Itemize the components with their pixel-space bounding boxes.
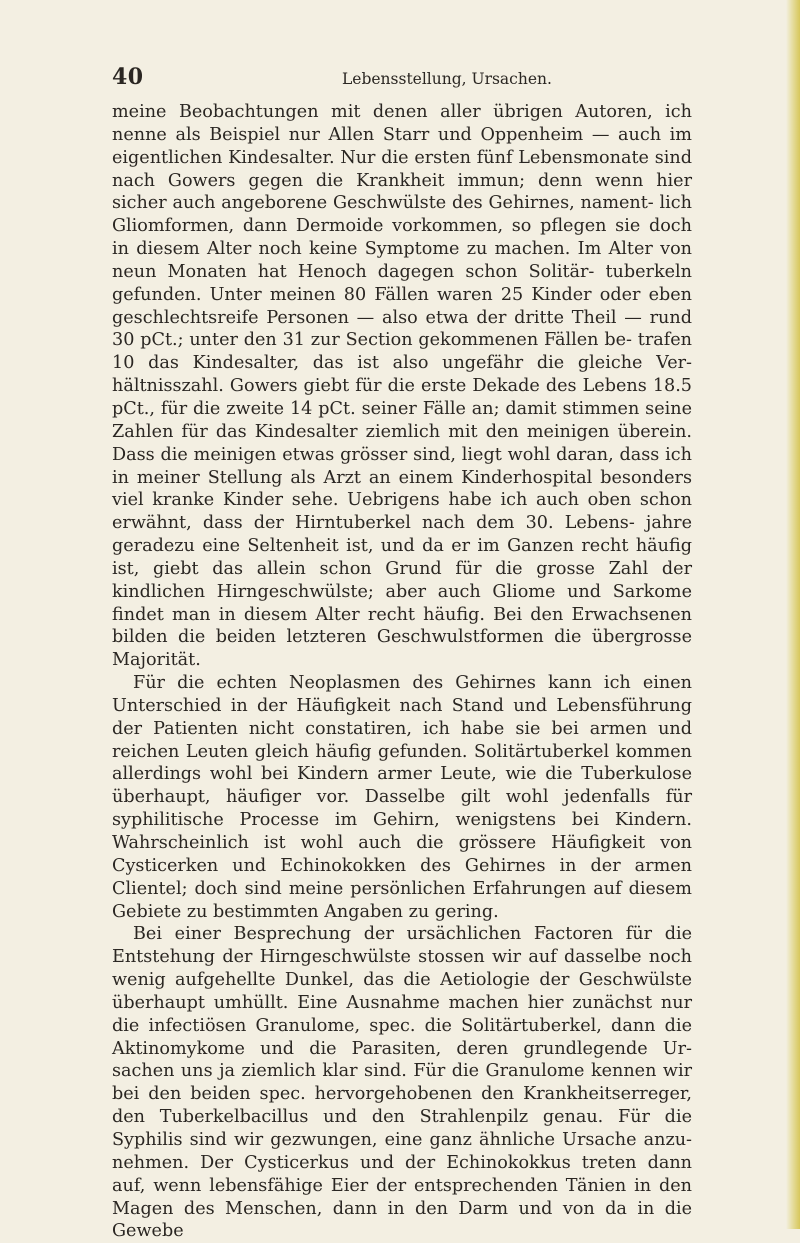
page-number: 40: [112, 64, 144, 90]
page-header: [112, 64, 692, 92]
paragraph-3: Bei einer Besprechung der ursächlichen Factoren für die Entstehung der Hirngeschwülste stossen wir auf dasselbe noch wenig aufgehellte Dunkel, das die Aetiologie der Geschwülste überhaupt umhüllt. Eine Ausnahme machen hier zunächst nur die infectiösen Granulome, spec. die Solitärtuberkel, dann die Aktinomykome und die Parasiten, deren grundlegende Ur- sachen uns ja ziemlich klar sind. Für die Granulome kennen wir bei den beiden spec. hervorgehobenen den Krankheitserreger, den Tuberkelbacillus und den Strahlenpilz genau. Für die Syphilis sind wir gezwungen, eine ganz ähnliche Ursache anzu- nehmen. Der Cysticerkus und der Echinokokkus treten dann auf, wenn lebensfähige Eier der entsprechenden Tänien in den Magen des Menschen, dann in den Darm und von da in die Gewebe: [112, 924, 692, 1242]
paragraph-1: meine Beobachtungen mit denen aller übrigen Autoren, ich nenne als Beispiel nur Allen Starr und Oppenheim — auch im eigentlichen Kindesalter. Nur die ersten fünf Lebensmonate sind nach Gowers gegen die Krankheit immun; denn wenn hier sicher auch angeborene Geschwülste des Gehirnes, nament- lich Gliomformen, dann Dermoide vorkommen, so pflegen sie doch in diesem Alter noch keine Symptome zu machen. Im Alter von neun Monaten hat Henoch dagegen schon Solitär- tuberkeln gefunden. Unter meinen 80 Fällen waren 25 Kinder oder eben geschlechtsreife Personen — also etwa der dritte Theil — rund 30 pCt.; unter den 31 zur Section gekommenen Fällen be- trafen 10 das Kindesalter, das ist also ungefähr die gleiche Ver- hältnisszahl. Gowers giebt für die erste Dekade des Lebens 18.5 pCt., für die zweite 14 pCt. seiner Fälle an; damit stimmen seine Zahlen für das Kindesalter ziemlich mit den meinigen überein. Dass die meinigen etwas grösser sind, liegt wohl daran, dass ich in meiner Stellung als Arzt an einem Kinderhospital besonders viel kranke Kinder sehe. Uebrigens habe ich auch oben schon erwähnt, dass der Hirntuberkel nach dem 30. Lebens- jahre geradezu eine Seltenheit ist, und da er im Ganzen recht häufig ist, giebt das allein schon Grund für die grosse Zahl der kindlichen Hirngeschwülste; aber auch Gliome und Sarkome findet man in diesem Alter recht häufig. Bei den Erwachsenen bilden die beiden letzteren Geschwulstformen die übergrosse Majorität.: [112, 102, 692, 671]
running-title: Lebensstellung, Ursachen.: [342, 70, 552, 88]
body-text: [112, 101, 692, 1243]
page-edge: [786, 0, 800, 1229]
paragraph-2: Für die echten Neoplasmen des Gehirnes kann ich einen Unterschied in der Häufigkeit nach Stand und Lebensführung der Patienten nicht constatiren, ich habe sie bei armen und reichen Leuten gleich häufig gefunden. Solitärtuberkel kommen allerdings wohl bei Kindern armer Leute, wie die Tuberkulose überhaupt, häufiger vor. Dasselbe gilt wohl jedenfalls für syphilitische Processe im Gehirn, wenigstens bei Kindern. Wahrscheinlich ist wohl auch die grössere Häufigkeit von Cysticerken und Echinokokken des Gehirnes in der armen Clientel; doch sind meine persönlichen Erfahrungen auf diesem Gebiete zu bestimmten Angaben zu gering.: [112, 673, 692, 922]
